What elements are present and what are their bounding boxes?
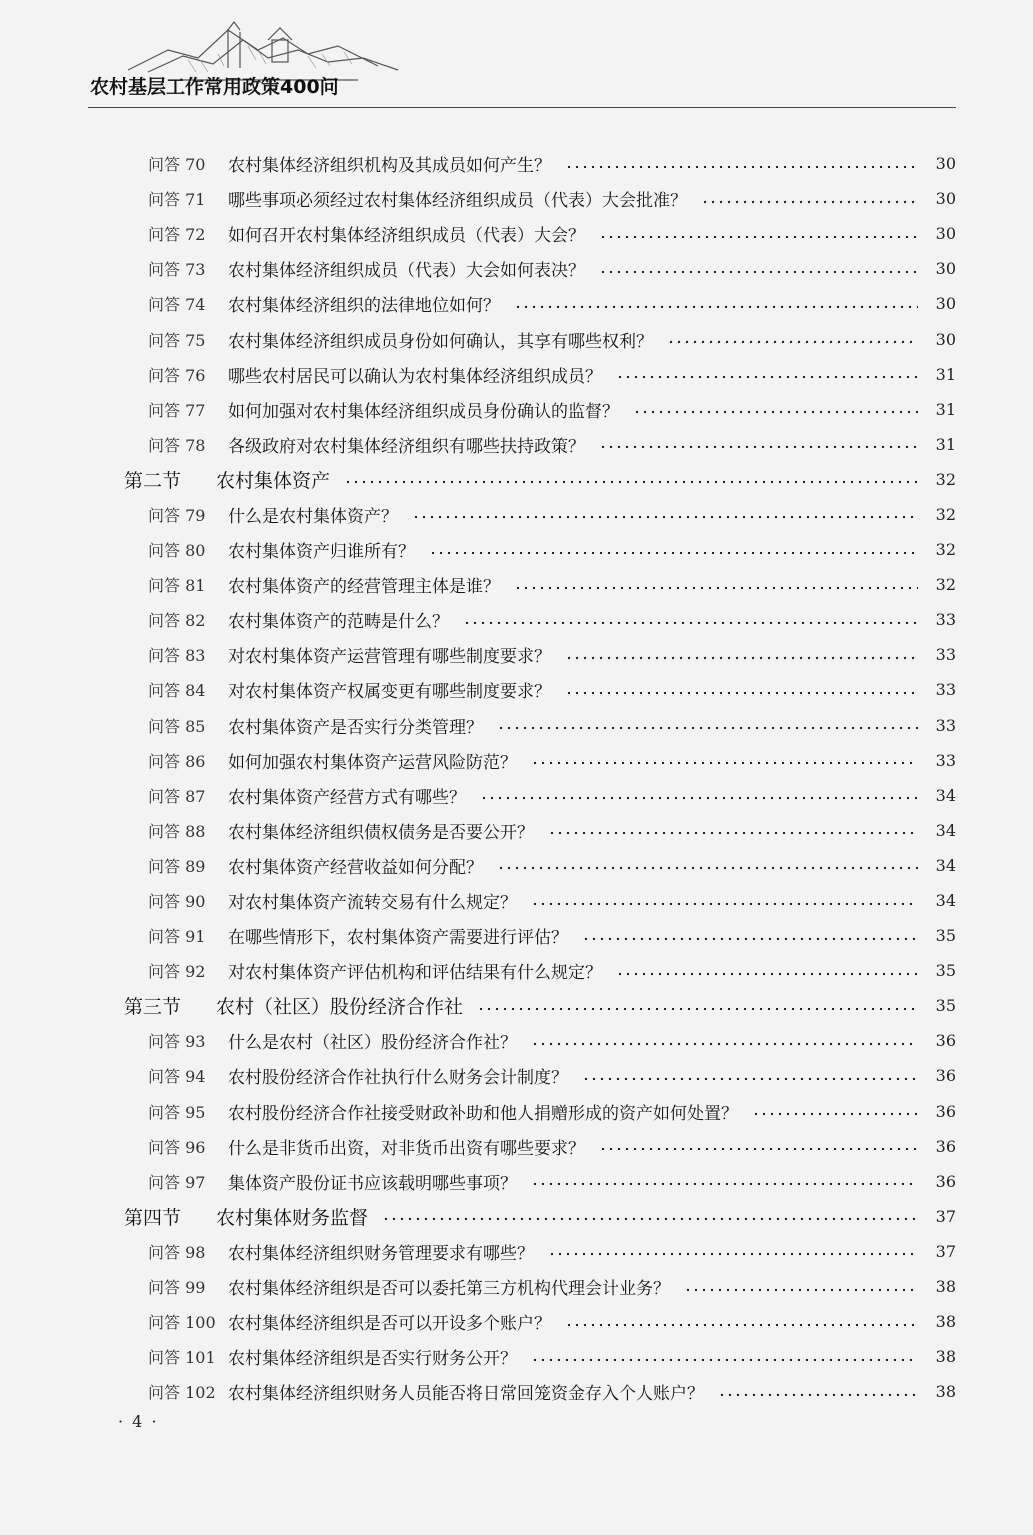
- question-number: 问答 101: [148, 1348, 216, 1368]
- toc-entry-row: [0, 637, 1033, 672]
- question-number: 问答 73: [148, 260, 206, 280]
- toc-entry-row: [0, 778, 1033, 813]
- page-number: 37: [935, 1241, 956, 1261]
- dot-leader: [565, 656, 918, 660]
- dot-leader: [412, 515, 918, 519]
- question-number: 问答 83: [148, 646, 206, 666]
- page-number: 33: [935, 645, 956, 665]
- page-number: 31: [935, 434, 956, 454]
- dot-leader: [514, 305, 918, 309]
- toc-entry-row: [0, 918, 1033, 953]
- page-number: 30: [935, 154, 956, 174]
- page-number: 38: [935, 1347, 956, 1367]
- question-number: 问答 87: [148, 786, 206, 806]
- question-title: 农村股份经济合作社接受财政补助和他人捐赠形成的资产如何处置？: [228, 1103, 738, 1124]
- toc-entry-row: [0, 497, 1033, 532]
- question-number: 问答 91: [148, 927, 206, 947]
- question-number: 问答 84: [148, 681, 206, 701]
- page-number: 36: [935, 1031, 956, 1051]
- question-number: 问答 92: [148, 962, 206, 982]
- question-title: 农村集体经济组织财务人员能否将日常回笼资金存入个人账户？: [228, 1384, 704, 1405]
- toc-entry-row: [0, 357, 1033, 392]
- question-number: 问答 89: [148, 856, 206, 876]
- page-number: 36: [935, 1101, 956, 1121]
- question-title: 农村集体资产是否实行分类管理？: [228, 717, 483, 738]
- page-number: 30: [935, 224, 956, 244]
- question-title: 对农村集体资产流转交易有什么规定？: [228, 893, 517, 914]
- question-number: 问答 102: [148, 1383, 216, 1403]
- page-number: 33: [935, 680, 956, 700]
- question-title: 农村集体经济组织是否可以开设多个账户？: [228, 1314, 551, 1335]
- toc-entry-row: [0, 146, 1033, 181]
- question-number: 问答 93: [148, 1032, 206, 1052]
- question-number: 问答 71: [148, 190, 206, 210]
- dot-leader: [582, 1077, 918, 1081]
- question-number: 问答 72: [148, 225, 206, 245]
- page-number: 30: [935, 189, 956, 209]
- question-title: 对农村集体资产权属变更有哪些制度要求？: [228, 682, 551, 703]
- dot-leader: [633, 410, 918, 414]
- toc-entry-row: [0, 532, 1033, 567]
- page-number: 38: [935, 1382, 956, 1402]
- question-number: 问答 96: [148, 1137, 206, 1157]
- dot-leader: [684, 1288, 918, 1292]
- dot-leader: [531, 1358, 918, 1362]
- dot-leader: [667, 340, 918, 344]
- question-title: 农村集体资产的经营管理主体是谁？: [228, 577, 500, 598]
- dot-leader: [548, 1252, 918, 1256]
- dot-leader: [718, 1393, 918, 1397]
- question-number: 问答 79: [148, 505, 206, 525]
- question-title: 什么是农村集体资产？: [228, 506, 398, 527]
- page-number: 30: [935, 259, 956, 279]
- dot-leader: [599, 1147, 918, 1151]
- page-number: 35: [935, 961, 956, 981]
- question-number: 问答 74: [148, 295, 206, 315]
- question-title: 农村集体经济组织成员身份如何确认，其享有哪些权利？: [228, 331, 653, 352]
- question-title: 农村集体经济组织债权债务是否要公开？: [228, 822, 534, 843]
- dot-leader: [514, 586, 918, 590]
- dot-leader: [497, 726, 918, 730]
- toc-entry-row: [0, 1269, 1033, 1304]
- question-title: 如何加强农村集体资产运营风险防范？: [228, 752, 517, 773]
- page-number: 34: [935, 891, 956, 911]
- question-number: 问答 86: [148, 751, 206, 771]
- question-title: 在哪些情形下，农村集体资产需要进行评估？: [228, 928, 568, 949]
- dot-leader: [531, 1182, 918, 1186]
- question-number: 问答 94: [148, 1067, 206, 1087]
- toc-section-row: [0, 1199, 1033, 1234]
- question-number: 问答 75: [148, 330, 206, 350]
- dot-leader: [429, 551, 918, 555]
- question-number: 问答 100: [148, 1313, 216, 1333]
- question-number: 问答 82: [148, 611, 206, 631]
- book-title: 农村基层工作常用政策400问: [90, 76, 339, 98]
- page-number: 33: [935, 610, 956, 630]
- page-number: 38: [935, 1277, 956, 1297]
- question-title: 如何召开农村集体经济组织成员（代表）大会？: [228, 226, 585, 247]
- page-number: 32: [935, 469, 956, 489]
- toc-section-row: [0, 988, 1033, 1023]
- toc-entry-row: [0, 216, 1033, 251]
- toc-entry-row: [0, 1339, 1033, 1374]
- toc-entry-row: [0, 286, 1033, 321]
- toc-entry-row: [0, 427, 1033, 462]
- section-title: 农村集体财务监督: [216, 1206, 369, 1229]
- question-number: 问答 77: [148, 400, 206, 420]
- page-number: 34: [935, 820, 956, 840]
- question-title: 对农村集体资产评估机构和评估结果有什么规定？: [228, 963, 602, 984]
- toc-entry-row: [0, 602, 1033, 637]
- dot-leader: [599, 235, 918, 239]
- page-number: 30: [935, 294, 956, 314]
- page-number: 30: [935, 329, 956, 349]
- dot-leader: [582, 937, 918, 941]
- toc-entry-row: [0, 1234, 1033, 1269]
- question-number: 问答 95: [148, 1102, 206, 1122]
- question-title: 集体资产股份证书应该载明哪些事项？: [228, 1173, 517, 1194]
- page-number: 34: [935, 855, 956, 875]
- question-title: 各级政府对农村集体经济组织有哪些扶持政策？: [228, 436, 585, 457]
- page-number: 33: [935, 715, 956, 735]
- page-number: 32: [935, 504, 956, 524]
- section-label: 第二节: [124, 469, 182, 492]
- page-number: 32: [935, 575, 956, 595]
- toc-entry-row: [0, 1094, 1033, 1129]
- dot-leader: [344, 480, 918, 484]
- toc-entry-row: [0, 953, 1033, 988]
- toc-entry-row: [0, 1304, 1033, 1339]
- toc-entry-row: [0, 321, 1033, 356]
- question-title: 哪些事项必须经过农村集体经济组织成员（代表）大会批准？: [228, 191, 687, 212]
- toc-section-row: [0, 462, 1033, 497]
- question-title: 农村集体经济组织机构及其成员如何产生？: [228, 156, 551, 177]
- toc-entry-row: [0, 848, 1033, 883]
- page-folio: · 4 ·: [118, 1412, 159, 1431]
- question-number: 问答 97: [148, 1172, 206, 1192]
- dot-leader: [599, 270, 918, 274]
- dot-leader: [565, 165, 918, 169]
- dot-leader: [565, 691, 918, 695]
- question-title: 农村集体资产经营方式有哪些？: [228, 787, 466, 808]
- page-number: 34: [935, 785, 956, 805]
- toc-entry-row: [0, 1058, 1033, 1093]
- dot-leader: [616, 972, 918, 976]
- page-number: 37: [935, 1206, 956, 1226]
- question-title: 农村集体经济组织的法律地位如何？: [228, 296, 500, 317]
- toc-entry-row: [0, 743, 1033, 778]
- dot-leader: [480, 796, 918, 800]
- question-title: 农村集体资产归谁所有？: [228, 542, 415, 563]
- page-number: 36: [935, 1066, 956, 1086]
- toc-entry-row: [0, 1129, 1033, 1164]
- toc-entry-row: [0, 1023, 1033, 1058]
- toc-entry-row: [0, 1164, 1033, 1199]
- dot-leader: [531, 1042, 918, 1046]
- question-number: 问答 78: [148, 435, 206, 455]
- question-number: 问答 76: [148, 365, 206, 385]
- dot-leader: [531, 761, 918, 765]
- question-title: 农村集体资产经营收益如何分配？: [228, 857, 483, 878]
- question-title: 农村集体资产的范畴是什么？: [228, 612, 449, 633]
- toc-entry-row: [0, 813, 1033, 848]
- toc-entry-row: [0, 672, 1033, 707]
- section-title: 农村（社区）股份经济合作社: [216, 996, 464, 1019]
- dot-leader: [701, 200, 918, 204]
- page-number: 36: [935, 1171, 956, 1191]
- page-number: 35: [935, 926, 956, 946]
- question-title: 农村集体经济组织是否实行财务公开？: [228, 1349, 517, 1370]
- question-title: 哪些农村居民可以确认为农村集体经济组织成员？: [228, 366, 602, 387]
- page-number: 33: [935, 750, 956, 770]
- page-number: 31: [935, 364, 956, 384]
- question-number: 问答 90: [148, 892, 206, 912]
- section-title: 农村集体资产: [216, 469, 331, 492]
- dot-leader: [382, 1217, 918, 1221]
- dot-leader: [616, 375, 918, 379]
- page-number: 32: [935, 540, 956, 560]
- toc-entry-row: [0, 392, 1033, 427]
- toc-entry-row: [0, 181, 1033, 216]
- section-label: 第四节: [124, 1206, 182, 1229]
- dot-leader: [599, 445, 918, 449]
- toc-entry-row: [0, 567, 1033, 602]
- question-title: 农村集体经济组织是否可以委托第三方机构代理会计业务？: [228, 1279, 670, 1300]
- toc-entry-row: [0, 1374, 1033, 1409]
- dot-leader: [548, 831, 918, 835]
- section-label: 第三节: [124, 996, 182, 1019]
- question-number: 问答 85: [148, 716, 206, 736]
- table-of-contents: [0, 146, 1033, 1409]
- question-number: 问答 80: [148, 541, 206, 561]
- question-number: 问答 98: [148, 1242, 206, 1262]
- question-title: 农村集体经济组织财务管理要求有哪些？: [228, 1243, 534, 1264]
- dot-leader: [565, 1323, 918, 1327]
- toc-entry-row: [0, 883, 1033, 918]
- question-number: 问答 99: [148, 1278, 206, 1298]
- running-header: [88, 10, 958, 110]
- dot-leader: [531, 902, 918, 906]
- page-number: 35: [935, 996, 956, 1016]
- question-number: 问答 70: [148, 155, 206, 175]
- question-number: 问答 81: [148, 576, 206, 596]
- question-number: 问答 88: [148, 821, 206, 841]
- question-title: 什么是农村（社区）股份经济合作社？: [228, 1033, 517, 1054]
- page-number: 36: [935, 1136, 956, 1156]
- dot-leader: [477, 1007, 918, 1011]
- toc-entry-row: [0, 251, 1033, 286]
- dot-leader: [752, 1112, 918, 1116]
- question-title: 对农村集体资产运营管理有哪些制度要求？: [228, 647, 551, 668]
- toc-entry-row: [0, 708, 1033, 743]
- question-title: 如何加强对农村集体经济组织成员身份确认的监督？: [228, 401, 619, 422]
- question-title: 农村集体经济组织成员（代表）大会如何表决？: [228, 261, 585, 282]
- header-rule: [88, 107, 956, 108]
- dot-leader: [497, 866, 918, 870]
- page-number: 38: [935, 1312, 956, 1332]
- dot-leader: [463, 621, 918, 625]
- page-number: 31: [935, 399, 956, 419]
- question-title: 什么是非货币出资，对非货币出资有哪些要求？: [228, 1138, 585, 1159]
- question-title: 农村股份经济合作社执行什么财务会计制度？: [228, 1068, 568, 1089]
